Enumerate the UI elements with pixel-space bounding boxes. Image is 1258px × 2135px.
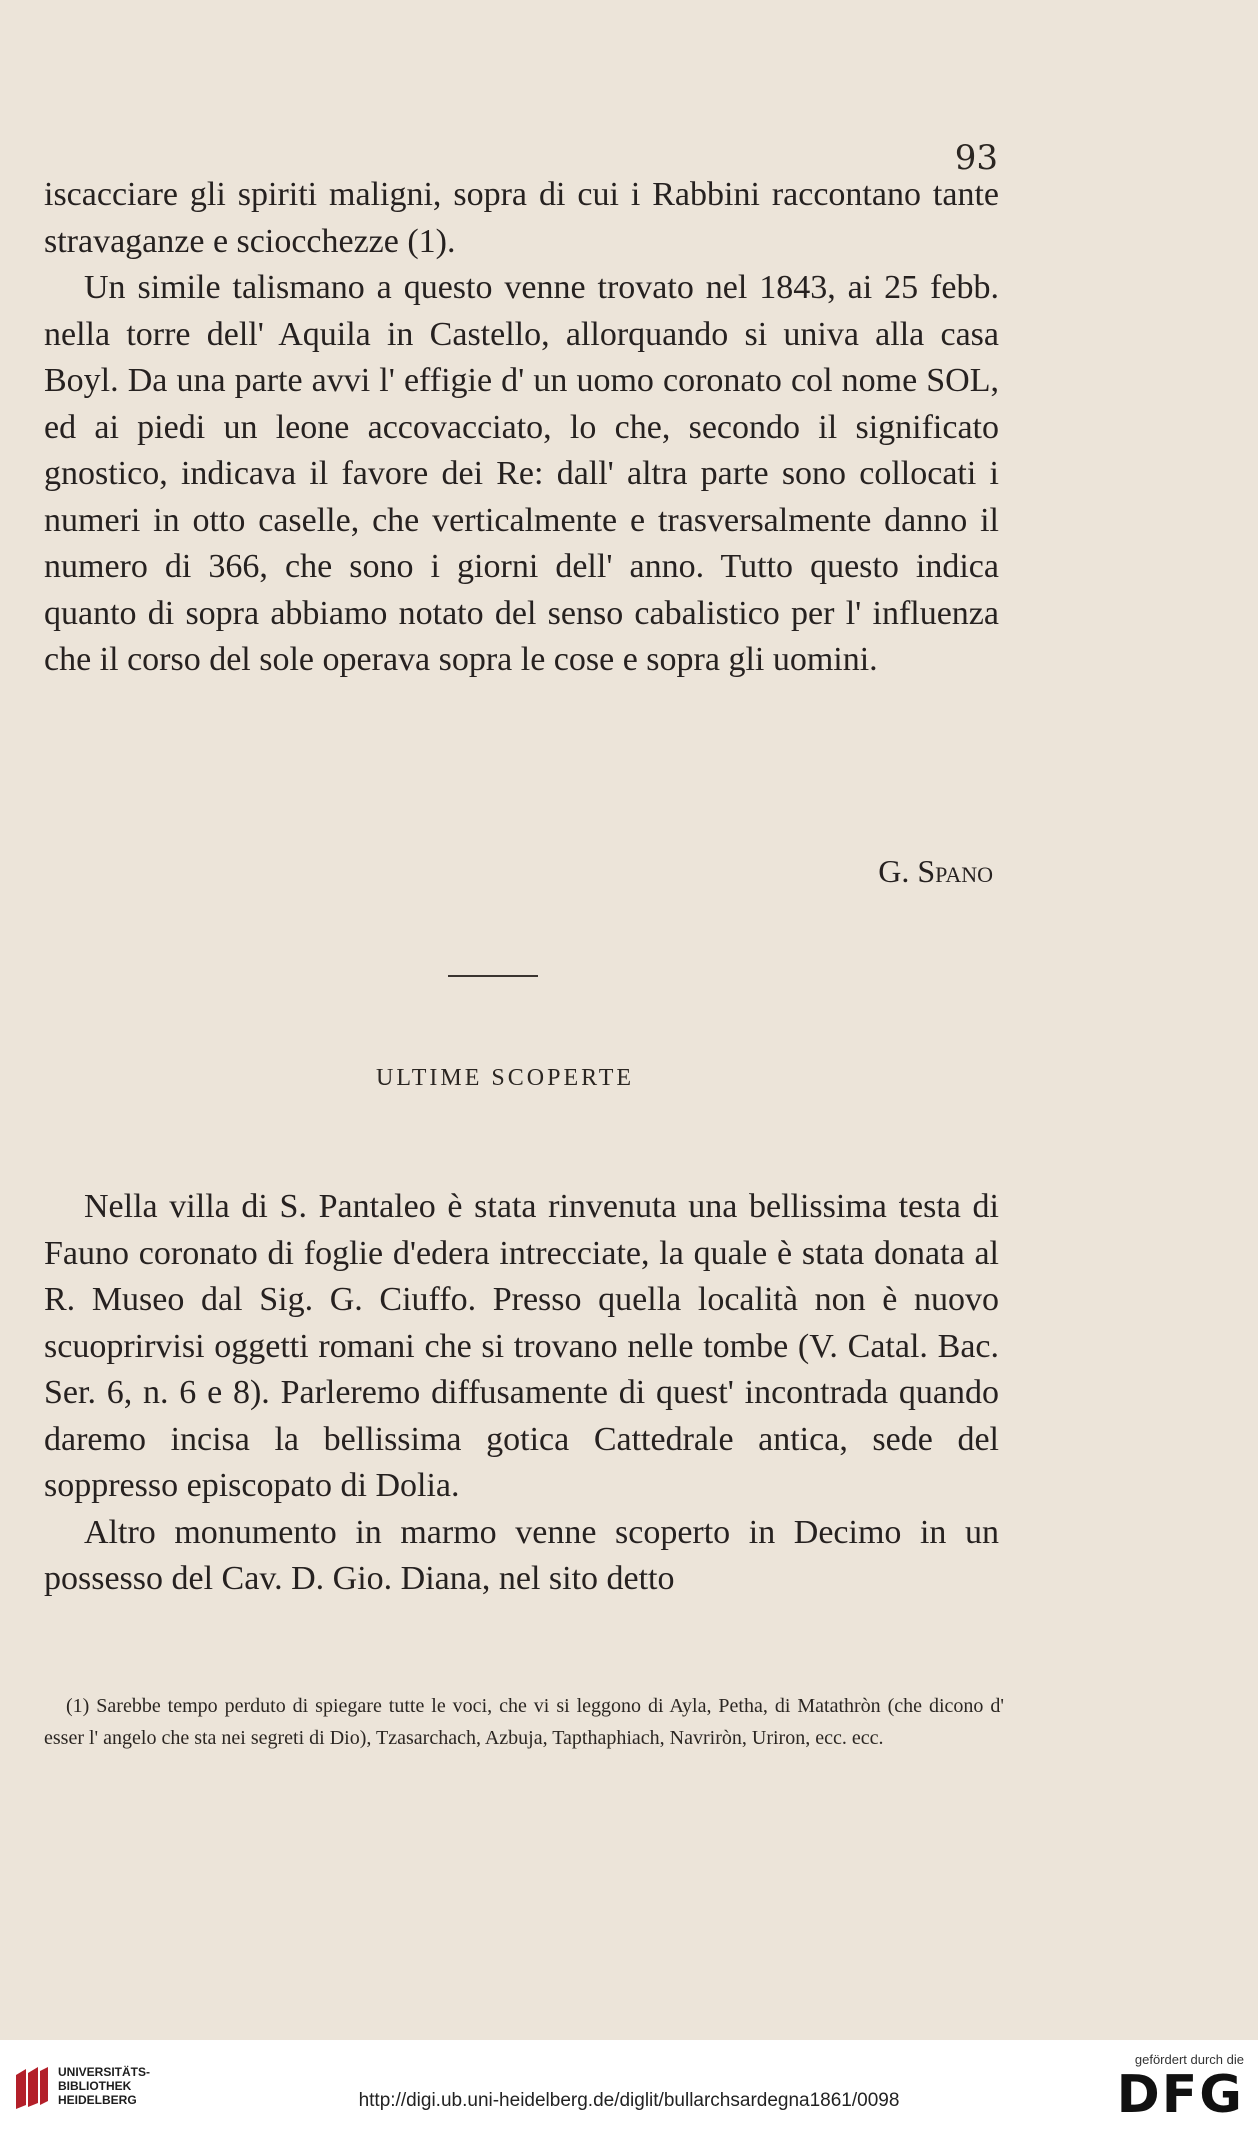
footnote (44, 1690, 1004, 1754)
section-title: ULTIME SCOPERTE (375, 1065, 635, 1091)
dfg-logo[interactable] (1094, 2052, 1244, 2132)
viewer-footer (0, 2040, 1258, 2135)
paragraph-3: Nella villa di S. Pantaleo è stata rinvenuta una bellissima testa di Fauno coronato di foglie d'edera intrecciate, la quale è stata donata al R. Museo dal Sig. G. Ciuffo. Presso quella località non è nuovo scuoprirvisi oggetti romani che si trovano nelle tombe (V. Catal. Bac. Ser. 6, n. 6 e 8). Parleremo diffusamente di quest' incontrada quando daremo incisa la bellissima gotica Cattedrale antica, sede del soppresso episcopato di Dolia. (44, 1188, 999, 1504)
author-signature: G. Spano (878, 853, 993, 889)
permalink-url[interactable]: http://digi.ub.uni-heidelberg.de/diglit/bullarchsardegna1861/0098 (358, 2090, 900, 2111)
ub-name: UNIVERSITÄTS- BIBLIOTHEK HEIDELBERG (58, 2065, 151, 2107)
main-text-upper (44, 172, 999, 684)
paragraph-4: Altro monumento in marmo venne scoperto in Decimo in un possesso del Cav. D. Gio. Diana, nel sito detto (44, 1513, 999, 1597)
separator-rule (448, 975, 538, 977)
page-number: 93 (954, 138, 998, 178)
dfg-wordmark: DFG (1116, 2065, 1244, 2125)
main-text-lower (44, 1184, 999, 1603)
paragraph-1: iscacciare gli spiriti maligni, sopra di cui i Rabbini raccontano tante stravaganze e sciocchezze (1). (44, 176, 999, 260)
paragraph-2: Un simile talismano a questo venne trovato nel 1843, ai 25 febb. nella torre dell' Aquila in Castello, allorquando si univa alla casa Boyl. Da una parte avvi l' effigie d' un uomo coronato col nome SOL, ed ai piedi un leone accovacciato, lo che, secondo il significato gnostico, indicava il favore dei Re: dall' altra parte sono collocati i numeri in otto caselle, che verticalmente e trasversalmente danno il numero di 366, che sono i giorni dell' anno. Tutto questo indica quanto di sopra abbiamo notato del senso cabalistico per l' influenza che il corso del sole operava sopra le cose e sopra gli uomini. (44, 269, 999, 678)
funder-note: gefördert durch die (1134, 2052, 1244, 2067)
footnote-text: (1) Sarebbe tempo perduto di spiegare tutte le voci, che vi si leggono di Ayla, Petha, di Matathròn (che dicono d' esser l' angelo che sta nei segreti di Dio), Tzasarchach, Azbuja, Tapthaphiach, Navriròn, Uriron, ecc. ecc. (44, 1695, 1004, 1749)
